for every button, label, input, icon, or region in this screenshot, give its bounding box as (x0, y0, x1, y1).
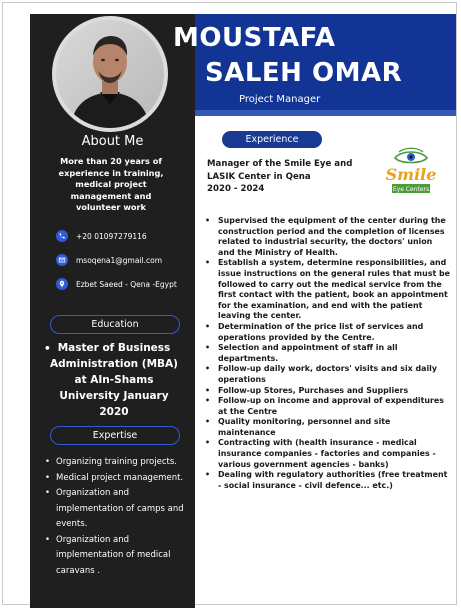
contact-email (56, 253, 162, 267)
logo-tagline: Eye Centers (392, 186, 430, 193)
email-address: msoqena1@gmail.com (76, 255, 163, 265)
education-heading: Education (50, 315, 180, 334)
duties-list (204, 216, 450, 491)
contact-phone (56, 229, 147, 243)
duty-item: • Contracting with (health insurance - medical insurance companies - factories and companies - various government agencies - banks) (204, 438, 450, 470)
duty-item: • Determination of the price list of services and operations provided by the Centre. (204, 322, 450, 343)
expertise-item: • Medical project management. (42, 471, 192, 487)
duty-item: • Establish a system, determine responsibilities, and issue instructions on the general rules that must be followed to carry out the medical service from the first contact with the patient, book an appointment for the examination, and end with the patient leaving the center. (204, 258, 450, 322)
job-title-line2: LASIK Center in Qena (207, 171, 311, 182)
education-bullet: • (44, 343, 51, 355)
expertise-heading: Expertise (50, 426, 180, 445)
expertise-list (42, 455, 192, 579)
header-band-stripe (160, 110, 456, 116)
expertise-item: • Organization and implementation of medical caravans . (42, 533, 192, 580)
duty-item: • Dealing with regulatory authorities (free treatment - social insurance - civil defence... etc.) (204, 470, 450, 491)
duty-item: • Selection and appointment of staff in all departments. (204, 343, 450, 364)
contact-address (56, 277, 177, 291)
logo-word: Smile (385, 165, 437, 184)
expertise-item: • Organizing training projects. (42, 455, 192, 471)
duty-item: • Follow-up Stores, Purchases and Suppliers (204, 386, 450, 397)
duty-item: • Supervised the equipment of the center during the construction period and the completion of licenses related to industrial security, the doctors' union and the Ministry of Health. (204, 216, 450, 258)
about-text: More than 20 years of experience in training, medical project management and volunteer work (58, 156, 164, 212)
education-text: Master of Business Administration (MBA) at AIn-Shams University January 2020 (50, 342, 178, 418)
job-title-block (207, 158, 367, 196)
expertise-item: • Organization and implementation of camps and events. (42, 486, 192, 533)
name-last: SALEH OMAR (205, 58, 403, 88)
job-dates: 2020 - 2024 (207, 184, 265, 194)
name-first: MOUSTAFA (173, 23, 336, 53)
duty-item: • Quality monitoring, personnel and site maintenance (204, 417, 450, 438)
job-title-line1: Manager of the Smile Eye and (207, 159, 353, 169)
address: Ezbet Saeed - Qena -Egypt (76, 279, 177, 289)
duty-item: • Follow-up on income and approval of expenditures at the Centre (204, 396, 450, 417)
job-role: Project Manager (239, 94, 321, 105)
mail-icon (56, 254, 68, 266)
profile-photo (52, 16, 168, 132)
profile-photo-image (56, 20, 164, 128)
about-heading: About Me (81, 134, 144, 149)
education-entry (44, 340, 184, 420)
experience-heading: Experience (222, 131, 322, 148)
smile-eye-centers-logo (381, 144, 441, 196)
phone-icon (56, 230, 68, 242)
location-pin-icon (56, 278, 68, 290)
phone-number: +20 01097279116 (76, 231, 147, 241)
duty-item: • Follow-up daily work, doctors' visits and six daily operations (204, 364, 450, 385)
